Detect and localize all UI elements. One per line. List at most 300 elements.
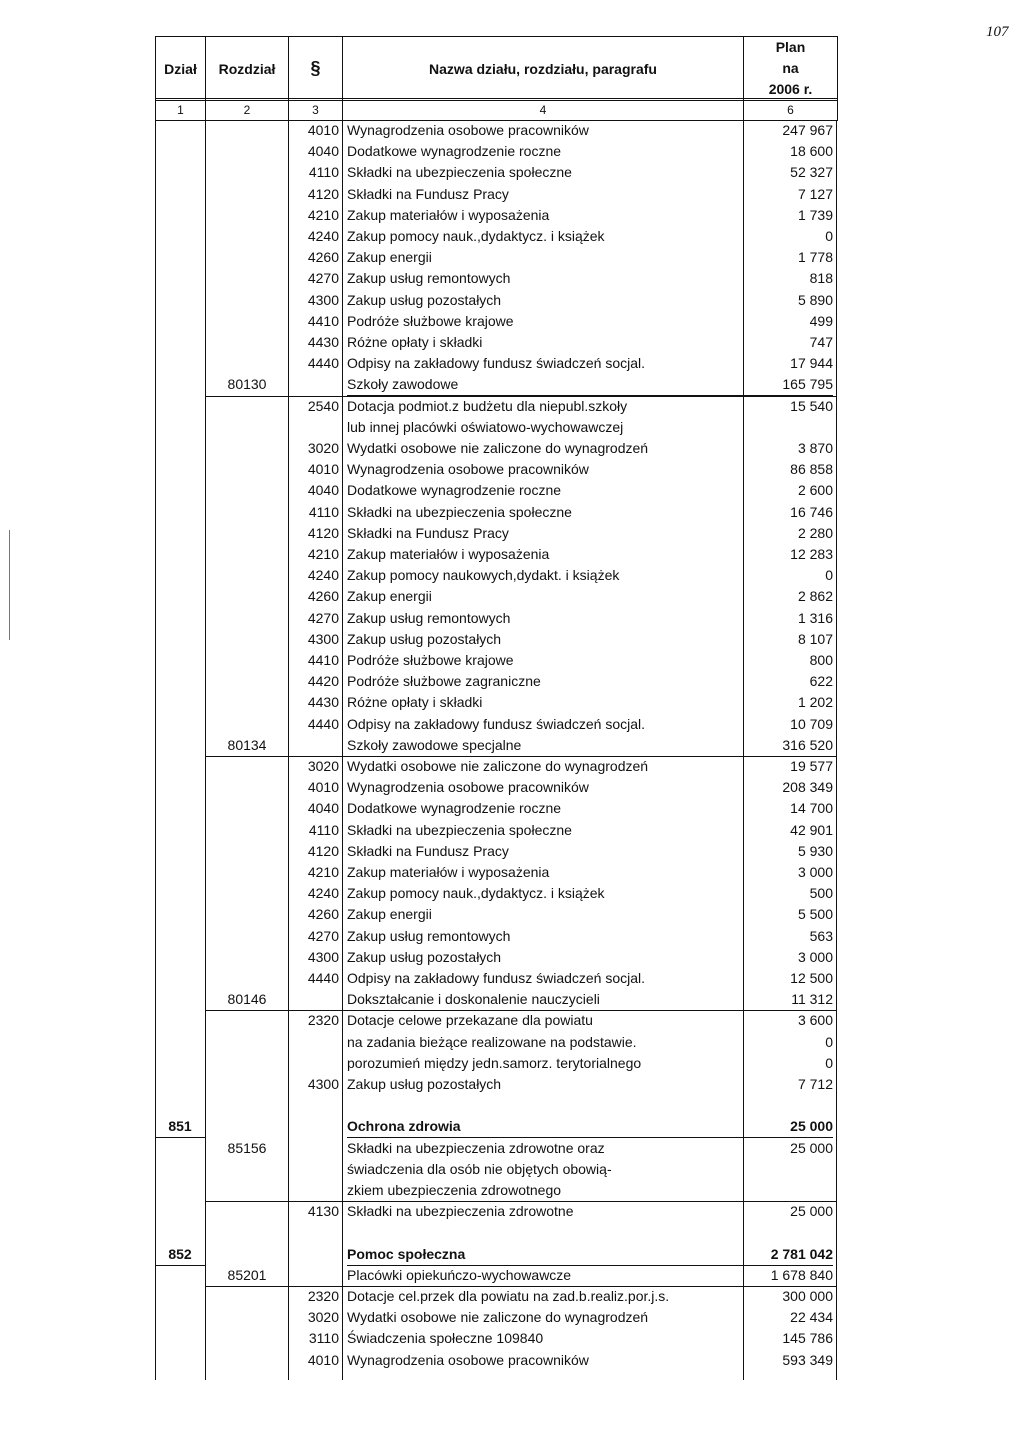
table-row <box>155 1307 837 1328</box>
paragraf-cell: 4240 <box>307 228 339 244</box>
plan-cell: 25 000 <box>790 1139 833 1156</box>
plan-cell: 25 000 <box>790 1203 833 1220</box>
paragraf-cell: 4240 <box>307 567 339 584</box>
plan-cell: 5 930 <box>797 842 833 859</box>
rozdzial-cell <box>207 523 287 544</box>
header-plan-line1: Plan <box>775 39 806 55</box>
rozdzial-cell <box>207 459 287 480</box>
col-number: 6 <box>744 99 838 121</box>
rozdzial-cell <box>207 544 287 565</box>
rozdzial-cell <box>207 692 287 713</box>
table-row <box>155 714 837 735</box>
plan-cell <box>745 417 833 438</box>
paragraf-cell: 4270 <box>307 270 339 287</box>
nazwa-cell: Podróże służbowe krajowe <box>347 652 514 668</box>
paragraf-cell: 4260 <box>307 588 339 605</box>
plan-cell: 3 870 <box>797 440 833 456</box>
table-row <box>155 798 837 819</box>
plan-cell: 2 862 <box>797 588 833 605</box>
dzial-cell <box>155 862 205 883</box>
dzial-cell <box>155 162 205 183</box>
chapter-row <box>155 1138 837 1159</box>
table-row <box>155 353 837 374</box>
dzial-cell: 852 <box>155 1244 205 1266</box>
table-row <box>155 226 837 247</box>
nazwa-cell: Odpisy na zakładowy fundusz świadczeń socjal. <box>347 715 646 732</box>
paragraf-cell: 4440 <box>307 715 339 732</box>
header-nazwa: Nazwa działu, rozdziału, paragrafu <box>343 37 744 101</box>
paragraf-cell: 4210 <box>307 864 339 880</box>
paragraf-cell <box>289 1116 339 1137</box>
nazwa-cell: Odpisy na zakładowy fundusz świadczeń socjal. <box>347 970 646 986</box>
rozdzial-cell <box>207 1159 287 1180</box>
table-row <box>155 544 837 565</box>
table-row <box>155 417 837 438</box>
plan-cell: 7 127 <box>797 185 833 202</box>
plan-cell <box>745 1180 833 1202</box>
plan-cell: 5 890 <box>797 291 833 308</box>
chapter-row <box>155 374 837 395</box>
paragraf-cell: 4120 <box>307 842 339 859</box>
nazwa-cell: świadczenia dla osób nie objętych obowią- <box>347 1160 612 1177</box>
nazwa-cell: Wydatki osobowe nie zaliczone do wynagrodzeń <box>347 440 649 456</box>
rozdzial-cell <box>207 120 287 141</box>
dzial-cell <box>155 1201 205 1222</box>
table-row <box>155 608 837 629</box>
nazwa-cell: Zakup materiałów i wyposażenia <box>347 864 550 880</box>
rozdzial-cell <box>207 1010 287 1031</box>
table-row <box>155 438 837 459</box>
rozdzial-cell <box>207 226 287 247</box>
table-row <box>155 904 837 925</box>
table-row <box>155 947 837 968</box>
dzial-cell <box>155 841 205 862</box>
paragraf-cell: 4010 <box>307 122 339 138</box>
paragraf-cell: 4210 <box>307 546 339 562</box>
rozdzial-cell <box>207 841 287 862</box>
rozdzial-cell <box>207 1053 287 1074</box>
table-row <box>155 523 837 544</box>
paragraf-cell: 4040 <box>307 482 339 499</box>
column-numbers-row <box>155 98 838 121</box>
rozdzial-cell: 80134 <box>227 736 267 753</box>
dzial-cell <box>155 989 205 1010</box>
nazwa-cell: Dotacje cel.przek dla powiatu na zad.b.realiz.por.j.s. <box>347 1288 670 1304</box>
rozdzial-cell <box>207 608 287 629</box>
paragraf-cell <box>289 1265 339 1286</box>
dzial-cell <box>155 1286 205 1307</box>
paragraf-cell <box>289 1244 339 1265</box>
dzial-cell <box>155 1180 205 1201</box>
rozdzial-cell <box>207 1307 287 1328</box>
nazwa-cell: Zakup usług remontowych <box>347 927 511 944</box>
paragraf-cell: 4440 <box>307 355 339 372</box>
paragraf-cell <box>289 1159 339 1180</box>
nazwa-cell: Placówki opiekuńczo-wychowawcze <box>347 1265 747 1287</box>
header-plan <box>744 37 838 101</box>
nazwa-cell: Składki na ubezpieczenia społeczne <box>347 821 572 838</box>
nazwa-cell: Zakup usług pozostałych <box>347 630 502 647</box>
paragraf-cell: 4410 <box>307 652 339 668</box>
table-row <box>155 565 837 586</box>
rozdzial-cell <box>207 968 287 989</box>
dzial-cell <box>155 926 205 947</box>
nazwa-cell <box>347 1095 747 1116</box>
nazwa-cell: Zakup usług pozostałych <box>347 291 502 308</box>
header-plan-line3: 2006 r. <box>768 81 813 97</box>
table-row <box>155 1350 837 1371</box>
plan-cell: 12 283 <box>790 546 833 562</box>
table-row <box>155 332 837 353</box>
dzial-cell <box>155 417 205 438</box>
rozdzial-cell <box>207 820 287 841</box>
plan-cell: 0 <box>825 228 833 244</box>
dzial-cell <box>155 777 205 798</box>
nazwa-cell: Składki na Fundusz Pracy <box>347 185 509 202</box>
header-dzial: Dział <box>156 37 206 101</box>
paragraf-cell: 3020 <box>307 758 339 774</box>
paragraf-cell: 4430 <box>307 694 339 711</box>
rozdzial-cell <box>207 417 287 438</box>
dzial-cell <box>155 671 205 692</box>
nazwa-cell: porozumień między jedn.samorz. terytorialnego <box>347 1054 642 1071</box>
nazwa-cell: Wynagrodzenia osobowe pracowników <box>347 461 589 478</box>
section-row <box>155 1116 837 1137</box>
rozdzial-cell <box>207 1350 287 1371</box>
paragraf-cell: 2540 <box>307 397 339 414</box>
plan-cell: 12 500 <box>790 970 833 986</box>
paragraf-cell: 4010 <box>307 779 339 796</box>
plan-cell: 17 944 <box>790 355 833 372</box>
rozdzial-cell <box>207 184 287 205</box>
dzial-cell <box>155 1159 205 1180</box>
nazwa-cell: Zakup usług remontowych <box>347 270 511 287</box>
dzial-cell <box>155 735 205 756</box>
table-row <box>155 586 837 607</box>
plan-cell: 3 000 <box>797 864 833 880</box>
dzial-cell <box>155 502 205 523</box>
paragraf-cell <box>289 417 339 438</box>
dzial-cell <box>155 756 205 777</box>
dzial-cell: 851 <box>155 1116 205 1138</box>
table-row <box>155 1074 837 1095</box>
plan-cell: 15 540 <box>790 397 833 414</box>
nazwa-cell: Wynagrodzenia osobowe pracowników <box>347 1351 589 1368</box>
plan-cell: 747 <box>809 334 833 350</box>
dzial-cell <box>155 1074 205 1095</box>
paragraf-cell: 2320 <box>307 1288 339 1304</box>
nazwa-cell: Zakup energii <box>347 906 432 923</box>
rozdzial-cell <box>207 353 287 374</box>
scan-margin-mark <box>9 530 10 640</box>
nazwa-cell: Wydatki osobowe nie zaliczone do wynagrodzeń <box>347 1309 649 1326</box>
rozdzial-cell <box>207 565 287 586</box>
dzial-cell <box>155 1138 205 1159</box>
paragraf-cell: 4110 <box>308 821 339 838</box>
table-row <box>155 926 837 947</box>
plan-cell: 5 500 <box>797 906 833 923</box>
table-row <box>155 396 837 417</box>
paragraf-cell <box>289 1138 339 1159</box>
paragraf-cell: 4130 <box>307 1203 339 1220</box>
table-row <box>155 141 837 162</box>
table-row <box>155 1201 837 1222</box>
nazwa-cell: Dotacje celowe przekazane dla powiatu <box>347 1012 593 1029</box>
table-body <box>155 120 837 1380</box>
dzial-cell <box>155 226 205 247</box>
nazwa-cell: Składki na ubezpieczenia zdrowotne <box>347 1203 574 1220</box>
chapter-row <box>155 1180 837 1201</box>
paragraf-cell: 4300 <box>307 291 339 308</box>
nazwa-cell: Zakup energii <box>347 588 432 605</box>
plan-cell: 10 709 <box>790 715 833 732</box>
table-row <box>155 692 837 713</box>
plan-cell: 2 280 <box>797 524 833 541</box>
rozdzial-cell <box>207 671 287 692</box>
paragraf-cell: 4300 <box>307 1076 339 1092</box>
dzial-cell <box>155 1328 205 1349</box>
rozdzial-cell <box>207 926 287 947</box>
rozdzial-cell <box>207 1286 287 1307</box>
nazwa-cell <box>347 1222 747 1243</box>
col-number: 3 <box>289 99 343 121</box>
rozdzial-cell <box>207 1180 287 1201</box>
dzial-cell <box>155 459 205 480</box>
nazwa-cell: Zakup usług remontowych <box>347 609 511 626</box>
table-row <box>155 671 837 692</box>
table-row <box>155 459 837 480</box>
rozdzial-cell <box>207 396 287 417</box>
rozdzial-cell <box>207 947 287 968</box>
dzial-cell <box>155 650 205 671</box>
nazwa-cell: Ochrona zdrowia <box>347 1116 747 1138</box>
plan-cell: 145 786 <box>782 1330 833 1347</box>
nazwa-cell: Podróże służbowe krajowe <box>347 312 514 329</box>
dzial-cell <box>155 565 205 586</box>
plan-cell: 0 <box>825 1054 833 1071</box>
paragraf-cell: 4270 <box>307 609 339 626</box>
paragraf-cell <box>289 989 339 1010</box>
plan-cell: 7 712 <box>797 1076 833 1092</box>
paragraf-cell <box>289 1222 339 1243</box>
rozdzial-cell <box>207 332 287 353</box>
rozdzial-cell <box>207 141 287 162</box>
dzial-cell <box>155 1265 205 1286</box>
rozdzial-cell <box>207 438 287 459</box>
dzial-cell <box>155 396 205 417</box>
dzial-cell <box>155 968 205 989</box>
dzial-cell <box>155 1307 205 1328</box>
dzial-cell <box>155 629 205 650</box>
plan-cell: 19 577 <box>790 758 833 774</box>
table-row <box>155 820 837 841</box>
paragraf-cell: 4260 <box>307 249 339 266</box>
rozdzial-cell <box>207 1095 287 1116</box>
plan-cell: 316 520 <box>745 735 833 757</box>
nazwa-cell: Odpisy na zakładowy fundusz świadczeń socjal. <box>347 355 646 372</box>
dzial-cell <box>155 480 205 501</box>
rozdzial-cell <box>207 162 287 183</box>
nazwa-cell: Zakup usług pozostałych <box>347 1076 502 1092</box>
plan-cell: 8 107 <box>797 630 833 647</box>
table-row <box>155 162 837 183</box>
rozdzial-cell: 80130 <box>227 376 267 393</box>
table-row <box>155 862 837 883</box>
table-row <box>155 480 837 501</box>
col-number: 1 <box>156 99 206 121</box>
table-row <box>155 502 837 523</box>
nazwa-cell: Zakup pomocy nauk.,dydaktycz. i książek <box>347 885 605 902</box>
dzial-cell <box>155 205 205 226</box>
dzial-cell <box>155 438 205 459</box>
rozdzial-cell <box>207 862 287 883</box>
dzial-cell <box>155 268 205 289</box>
nazwa-cell: Dotacja podmiot.z budżetu dla niepubl.szkoły <box>347 397 628 414</box>
plan-cell: 16 746 <box>790 503 833 520</box>
paragraf-cell: 4260 <box>307 906 339 923</box>
table-row <box>155 311 837 332</box>
rozdzial-cell <box>207 650 287 671</box>
dzial-cell <box>155 374 205 395</box>
table-row <box>155 756 837 777</box>
plan-cell <box>745 1159 833 1180</box>
col-number: 4 <box>343 99 744 121</box>
dzial-cell <box>155 544 205 565</box>
nazwa-cell: Podróże służbowe zagraniczne <box>347 673 541 690</box>
section-row <box>155 1244 837 1265</box>
plan-cell: 165 795 <box>745 374 833 396</box>
dzial-cell <box>155 1095 205 1116</box>
paragraf-cell <box>289 1032 339 1053</box>
rozdzial-cell <box>207 247 287 268</box>
nazwa-cell: na zadania bieżące realizowane na podstawie. <box>347 1033 637 1050</box>
nazwa-cell: lub innej placówki oświatowo-wychowawczej <box>347 418 624 435</box>
plan-cell: 300 000 <box>782 1288 833 1304</box>
plan-cell <box>745 1222 833 1243</box>
paragraf-cell: 4440 <box>307 970 339 986</box>
paragraf-cell: 4110 <box>308 164 339 181</box>
dzial-cell <box>155 947 205 968</box>
rozdzial-cell <box>207 480 287 501</box>
paragraf-cell: 4010 <box>307 1351 339 1368</box>
nazwa-cell: Składki na ubezpieczenia społeczne <box>347 503 572 520</box>
paragraf-cell: 4110 <box>308 503 339 520</box>
dzial-cell <box>155 290 205 311</box>
paragraf-cell: 4430 <box>307 334 339 350</box>
plan-cell: 14 700 <box>790 800 833 817</box>
nazwa-cell: Składki na ubezpieczenia zdrowotne oraz <box>347 1139 605 1156</box>
dzial-cell <box>155 332 205 353</box>
nazwa-cell: Dokształcanie i doskonalenie nauczycieli <box>347 989 747 1011</box>
dzial-cell <box>155 692 205 713</box>
paragraf-cell: 4420 <box>307 673 339 690</box>
dzial-cell <box>155 1032 205 1053</box>
nazwa-cell: Zakup materiałów i wyposażenia <box>347 546 550 562</box>
rozdzial-cell <box>207 290 287 311</box>
table-row <box>155 629 837 650</box>
nazwa-cell: zkiem ubezpieczenia zdrowotnego <box>347 1180 747 1202</box>
plan-cell: 18 600 <box>790 143 833 160</box>
plan-cell: 22 434 <box>790 1309 833 1326</box>
paragraf-cell <box>289 1053 339 1074</box>
rozdzial-cell <box>207 1074 287 1095</box>
table-row <box>155 1286 837 1307</box>
plan-cell: 2 781 042 <box>745 1244 833 1266</box>
table-row <box>155 650 837 671</box>
plan-cell: 52 327 <box>790 164 833 181</box>
rozdzial-cell: 80146 <box>227 991 267 1008</box>
nazwa-cell: Zakup pomocy nauk.,dydaktycz. i książek <box>347 228 605 244</box>
table-row <box>155 290 837 311</box>
plan-cell: 800 <box>809 652 833 668</box>
rozdzial-cell: 85156 <box>227 1139 267 1156</box>
nazwa-cell: Szkoły zawodowe specjalne <box>347 735 747 757</box>
paragraf-cell: 4120 <box>307 185 339 202</box>
paragraf-cell: 3020 <box>307 1309 339 1326</box>
paragraf-cell: 4300 <box>307 948 339 965</box>
dzial-cell <box>155 586 205 607</box>
dzial-cell <box>155 353 205 374</box>
dzial-cell <box>155 141 205 162</box>
plan-cell: 3 000 <box>797 948 833 965</box>
rozdzial-cell <box>207 756 287 777</box>
plan-cell: 0 <box>825 567 833 584</box>
table-row <box>155 883 837 904</box>
plan-cell: 499 <box>809 312 833 329</box>
dzial-cell <box>155 311 205 332</box>
dzial-cell <box>155 1350 205 1371</box>
col-number: 2 <box>206 99 289 121</box>
rozdzial-cell <box>207 777 287 798</box>
plan-cell <box>745 1095 833 1116</box>
nazwa-cell: Szkoły zawodowe <box>347 374 747 396</box>
table-header <box>155 36 838 101</box>
table-row <box>155 1032 837 1053</box>
page-number: 107 <box>986 24 1009 40</box>
rozdzial-cell <box>207 1244 287 1265</box>
table-row <box>155 777 837 798</box>
table-row <box>155 247 837 268</box>
paragraf-cell: 4040 <box>307 800 339 817</box>
dzial-cell <box>155 184 205 205</box>
rozdzial-cell <box>207 1222 287 1243</box>
table-row <box>155 968 837 989</box>
rozdzial-cell <box>207 883 287 904</box>
plan-cell: 3 600 <box>797 1012 833 1029</box>
nazwa-cell: Zakup pomocy naukowych,dydakt. i książek <box>347 567 620 584</box>
plan-cell: 1 316 <box>797 609 833 626</box>
table-row <box>155 1328 837 1349</box>
rozdzial-cell <box>207 904 287 925</box>
dzial-cell <box>155 1222 205 1243</box>
paragraf-cell: 3020 <box>307 440 339 456</box>
plan-cell: 42 901 <box>790 821 833 838</box>
plan-cell: 208 349 <box>782 779 833 796</box>
table-row <box>155 841 837 862</box>
chapter-row <box>155 989 837 1010</box>
nazwa-cell: Pomoc społeczna <box>347 1244 747 1266</box>
table-row <box>155 1159 837 1180</box>
header-paragraf: § <box>289 37 343 101</box>
plan-cell: 563 <box>809 927 833 944</box>
rozdzial-cell <box>207 1032 287 1053</box>
plan-cell: 25 000 <box>745 1116 833 1138</box>
plan-cell: 1 678 840 <box>745 1265 833 1287</box>
rozdzial-cell <box>207 1328 287 1349</box>
paragraf-cell <box>289 374 339 395</box>
table-row <box>155 268 837 289</box>
nazwa-cell: Wynagrodzenia osobowe pracowników <box>347 122 589 138</box>
